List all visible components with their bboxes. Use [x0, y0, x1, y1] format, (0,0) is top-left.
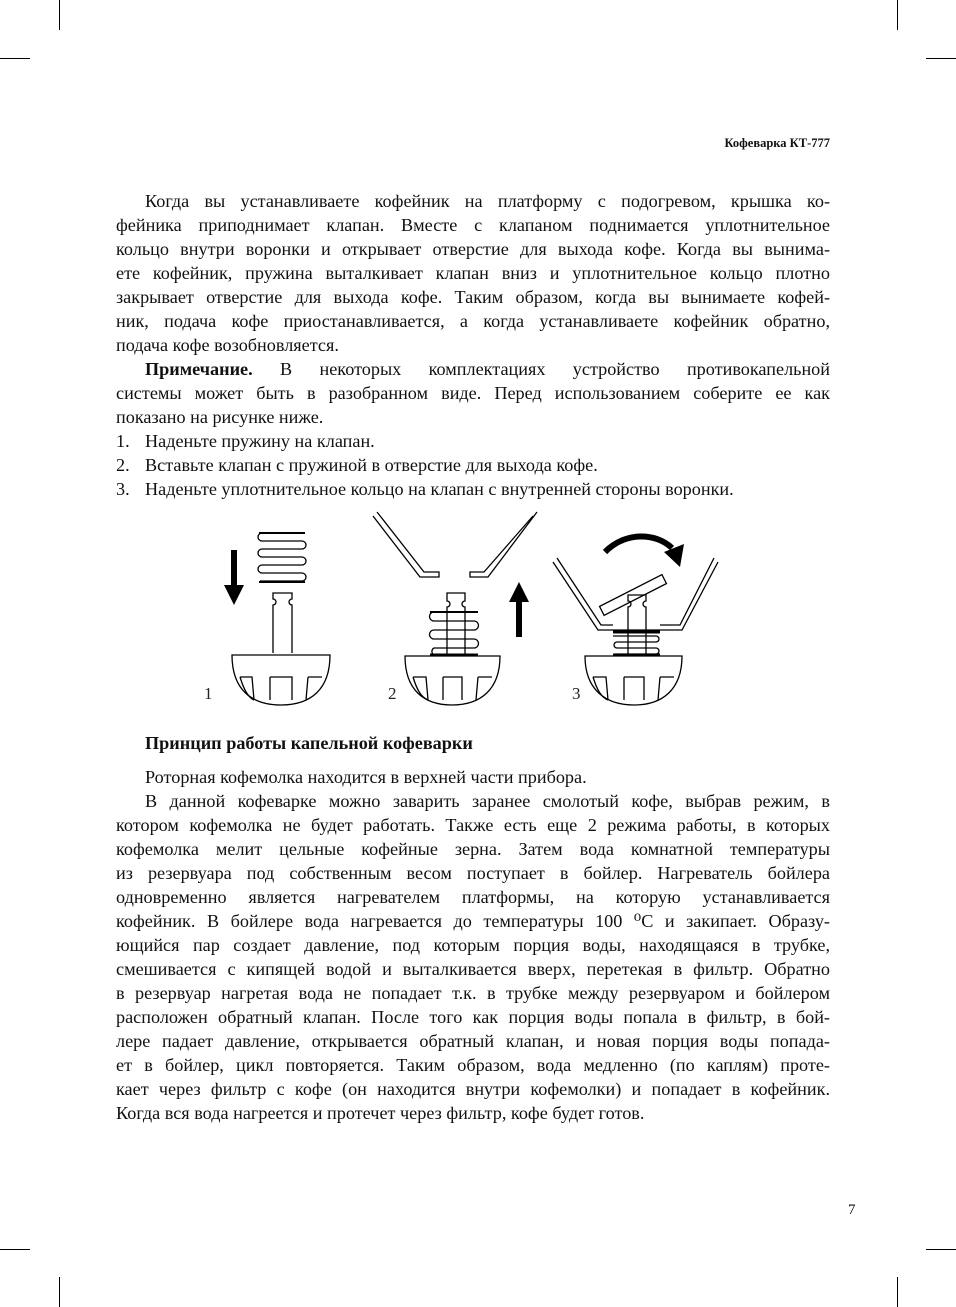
funnel-icon: [373, 512, 537, 577]
text-line: лере падает давление, открывается обратный клапан, и новая порция воды попада-: [116, 1031, 830, 1051]
step-text: Вставьте клапан с пружиной в отверстие для выхода кофе.: [145, 455, 598, 475]
text-line: Когда вы устанавливаете кофейник на платформу с подогревом, крышка ко-: [145, 191, 830, 211]
valve-icon: [447, 593, 465, 655]
curved-arrow-icon: [605, 536, 684, 567]
text-line: в резервуар нагретая вода не попадает т.к. в трубке между резервуаром и бойлером: [116, 983, 830, 1003]
text-line: ете кофейник, пружина выталкивает клапан вниз и уплотнительное кольцо плотно: [116, 263, 830, 283]
bowl-icon: [585, 656, 682, 705]
text-line: системы может быть в разобранном виде. Перед использованием соберите ее как: [116, 383, 830, 403]
text-line: закрывает отверстие для выхода кофе. Таким образом, когда вы вынимаете кофей-: [116, 287, 830, 307]
up-arrow-icon: [509, 582, 529, 637]
step-text: Наденьте пружину на клапан.: [145, 431, 375, 451]
bowl-icon: [232, 655, 330, 705]
valve-icon: [628, 595, 646, 655]
note-text: В некоторых комплектациях устройство противокапельной: [252, 359, 830, 379]
text-line: В данной кофеварке можно заварить заранее смолотый кофе, выбрав режим, в: [145, 791, 830, 811]
figure-label-3: 3: [572, 684, 581, 703]
section-heading: Принцип работы капельной кофеварки: [145, 733, 473, 753]
page-number: 7: [848, 1202, 856, 1218]
text-line: смешивается с кипящей водой и выталкивается вверх, перетекая в фильтр. Обратно: [116, 959, 830, 979]
text-line: ющийся пар создает давление, под которым порция воды, находящаяся в трубке,: [116, 935, 830, 955]
down-arrow-icon: [224, 550, 244, 605]
step-number: 1.: [116, 431, 130, 451]
text-line: кольцо внутри воронки и открывает отверстие для выхода кофе. Когда вы вынима-: [116, 239, 830, 259]
note-label: Примечание.: [145, 359, 253, 379]
spring-icon: [258, 533, 306, 582]
text-line: кает через фильтр с кофе (он находится внутри кофемолки) и попадает в кофейник.: [116, 1079, 830, 1099]
figure-label-1: 1: [204, 684, 213, 703]
bowl-icon: [405, 656, 500, 705]
figure-step-3: [553, 536, 718, 705]
step-text: Наденьте уплотнительное кольцо на клапан с внутренней стороны воронки.: [145, 479, 734, 499]
text-line: кофейник. В бойлере вода нагревается до температуры 100 ⁰С и закипает. Образу-: [116, 911, 830, 931]
text-line: Роторная кофемолка находится в верхней части прибора.: [145, 767, 587, 787]
figure-step-1: [204, 533, 330, 705]
text-line: показано на рисунке ниже.: [116, 407, 324, 427]
text-line: расположен обратный клапан. После того как порция воды попала в фильтр, в бой-: [116, 1007, 830, 1027]
text-line: фейника приподнимает клапан. Вместе с клапаном поднимается уплотнительное: [116, 215, 830, 235]
running-header: Кофеварка КТ-777: [724, 136, 830, 150]
figure-label-2: 2: [388, 684, 397, 703]
step-number: 2.: [116, 455, 130, 475]
text-line: Когда вся вода нагреется и протечет через фильтр, кофе будет готов.: [116, 1103, 645, 1123]
text-line: из резервуара под собственным весом поступает в бойлер. Нагреватель бойлера: [116, 863, 830, 883]
figure-step-2: [373, 512, 537, 705]
valve-icon: [273, 593, 292, 653]
step-number: 3.: [116, 479, 130, 499]
spring-icon: [613, 632, 660, 655]
text-line: кофемолка мелит цельные кофейные зерна. Затем вода комнатной температуры: [116, 839, 830, 859]
funnel-icon: [553, 558, 718, 630]
text-line: одновременно является нагревателем платформы, на которую устанавливается: [116, 887, 830, 907]
text-line: подача кофе возобновляется.: [116, 335, 339, 355]
text-line: котором кофемолка не будет работать. Также есть еще 2 режима работы, в которых: [116, 815, 830, 835]
spring-icon: [430, 612, 479, 655]
text-line: ет в бойлер, цикл повторяется. Таким образом, вода медленно (по каплям) проте-: [116, 1055, 830, 1075]
text-line: ник, подача кофе приостанавливается, а когда устанавливаете кофейник обратно,: [116, 311, 830, 331]
